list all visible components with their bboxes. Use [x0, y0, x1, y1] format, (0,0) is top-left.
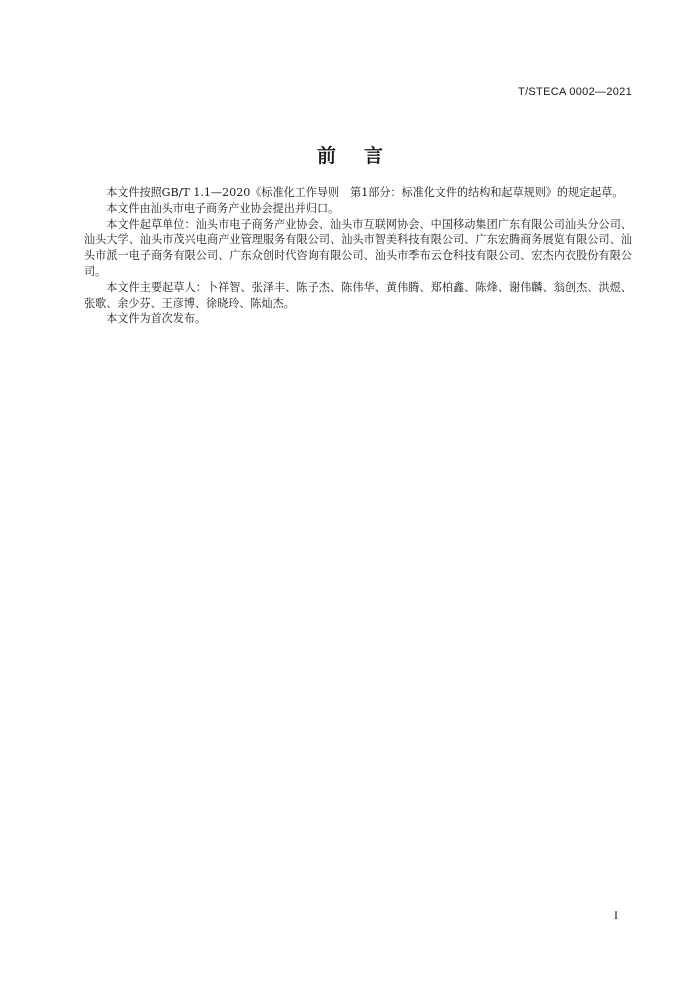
page-title: 前言 [316, 145, 411, 167]
standard-number: T/STECA 0002—2021 [518, 86, 632, 98]
page-number: I [614, 908, 618, 922]
foreword-body [84, 185, 632, 327]
paragraph-main-drafters: 本文件主要起草人：卜祥智、张泽丰、陈子杰、陈伟华、黄伟腾、郑柏鑫、陈烽、谢伟麟、翁创杰、洪煜、张歌、余少芬、王彦博、徐晓玲、陈灿杰。 [84, 280, 632, 310]
paragraph-drafting-units: 本文件起草单位：汕头市电子商务产业协会、汕头市互联网协会、中国移动集团广东有限公司汕头分公司、汕头大学、汕头市茂兴电商产业管理服务有限公司、汕头市智美科技有限公司、广东宏腾商务展览有限公司、汕头市派一电子商务有限公司、广东众创时代咨询有限公司、汕头市季布云仓科技有限公司、宏杰内衣股份有限公司。 [84, 217, 632, 278]
paragraph-first-release: 本文件为首次发布。 [106, 312, 207, 326]
paragraph-proposer: 本文件由汕头市电子商务产业协会提出并归口。 [106, 201, 340, 215]
paragraph-drafting-rules: 本文件按照GB/T 1.1—2020《标准化工作导则 第1部分：标准化文件的结构和起草规则》的规定起草。 [106, 186, 624, 199]
